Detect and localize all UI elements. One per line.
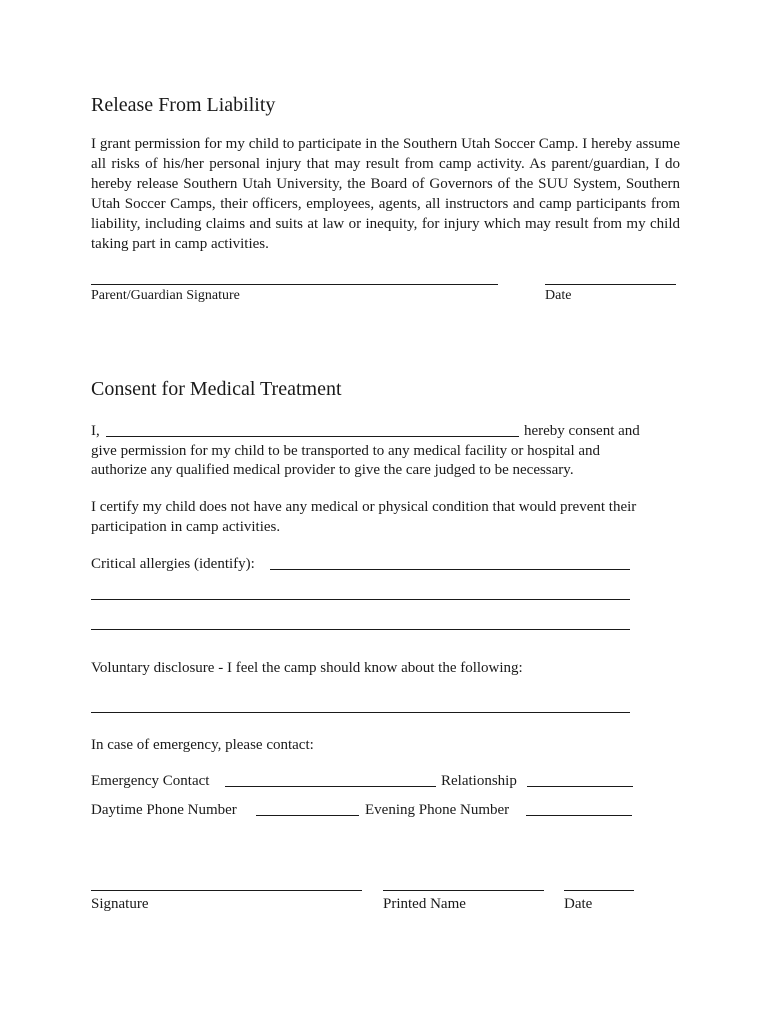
allergies-line-2[interactable] xyxy=(91,599,630,600)
date-label: Date xyxy=(564,896,593,912)
parent-date-line[interactable] xyxy=(545,284,676,285)
allergies-line-3[interactable] xyxy=(91,629,630,630)
relationship-line[interactable] xyxy=(527,786,633,787)
parent-date-label: Date xyxy=(545,288,572,303)
parent-signature-label: Parent/Guardian Signature xyxy=(91,288,240,303)
disclosure-label: Voluntary disclosure - I feel the camp should know about the following: xyxy=(91,660,523,676)
release-heading: Release From Liability xyxy=(91,94,276,116)
signature-line[interactable] xyxy=(91,890,362,891)
certify-paragraph: I certify my child does not have any medical or physical condition that would prevent their participation in camp activities. xyxy=(91,499,637,535)
consent-prefix: I, xyxy=(91,423,100,439)
daytime-phone-label: Daytime Phone Number xyxy=(91,802,237,818)
emergency-contact-label: Emergency Contact xyxy=(91,773,210,789)
allergies-label: Critical allergies (identify): xyxy=(91,556,255,572)
date-line[interactable] xyxy=(564,890,634,891)
parent-signature-line[interactable] xyxy=(91,284,498,285)
printed-name-label: Printed Name xyxy=(383,896,466,912)
emergency-intro: In case of emergency, please contact: xyxy=(91,737,314,753)
consent-name-line[interactable] xyxy=(106,436,519,437)
emergency-contact-line[interactable] xyxy=(225,786,436,787)
disclosure-line[interactable] xyxy=(91,712,630,713)
consent-suffix: hereby consent and xyxy=(524,423,640,439)
signature-label: Signature xyxy=(91,896,149,912)
consent-heading: Consent for Medical Treatment xyxy=(91,378,342,400)
release-paragraph: I grant permission for my child to participate in the Southern Utah Soccer Camp. I hereby assume all risks of his/her personal injury that may result from camp activity. As parent/guardian, I do hereby release Southern Utah University, the Board of Governors of the SUU System, Southern Utah Soccer Camps, their officers, employees, agents, all instructors and camp participants from liability, including claims and suits at law or inequity, for injury which may result from my child taking part in camp activities. xyxy=(91,136,680,252)
relationship-label: Relationship xyxy=(441,773,517,789)
daytime-phone-line[interactable] xyxy=(256,815,359,816)
consent-line-2: give permission for my child to be transported to any medical facility or hospital and xyxy=(91,443,601,459)
printed-name-line[interactable] xyxy=(383,890,544,891)
consent-line-3: authorize any qualified medical provider to give the care judged to be necessary. xyxy=(91,462,574,478)
allergies-line-1[interactable] xyxy=(270,569,630,570)
evening-phone-line[interactable] xyxy=(526,815,632,816)
evening-phone-label: Evening Phone Number xyxy=(365,802,510,818)
